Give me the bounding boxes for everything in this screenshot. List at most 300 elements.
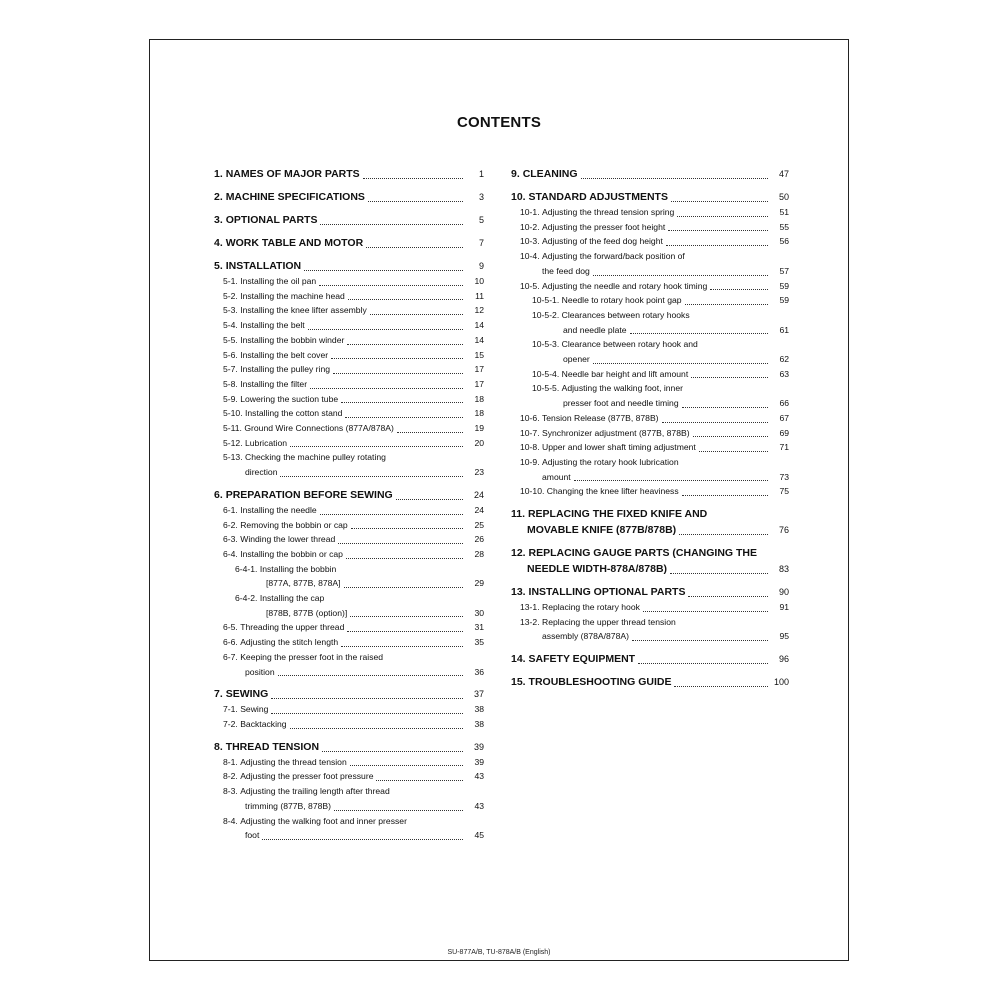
toc-subsection-entry (214, 814, 484, 843)
page-title: CONTENTS (456, 114, 542, 131)
toc-leader-dots (334, 810, 463, 811)
toc-page-number: 9 (478, 261, 484, 271)
toc-leader-dots (322, 751, 463, 752)
toc-subsection-entry (214, 377, 484, 392)
toc-entry-number: 7. (214, 688, 223, 701)
toc-section (511, 545, 789, 577)
toc-section (511, 189, 789, 499)
toc-entry-label: Adjusting of the feed dog height (541, 236, 663, 247)
toc-entry-continuation (223, 799, 484, 814)
toc-entry-line (511, 166, 789, 182)
toc-entry-line (223, 436, 484, 451)
toc-page-number: 19 (474, 423, 484, 434)
toc-leader-dots (376, 780, 463, 781)
toc-entry-line (511, 506, 789, 522)
toc-page-number: 7 (478, 238, 484, 248)
toc-entry-number: 15. (511, 676, 526, 689)
toc-entry-continuation (223, 665, 484, 680)
toc-page-number: 35 (474, 637, 484, 648)
toc-entry-number: 8. (214, 740, 223, 753)
toc-page-number: 43 (474, 800, 484, 811)
toc-leader-dots (350, 616, 463, 617)
toc-subsection-entry (511, 249, 789, 278)
toc-leader-dots (685, 304, 768, 305)
toc-entry-number: 5-11. (223, 423, 242, 434)
toc-entry-label: Needle bar height and lift amount (561, 368, 689, 379)
toc-entry-line (214, 189, 484, 205)
toc-page-number: 37 (473, 689, 484, 700)
toc-leader-dots (368, 201, 463, 202)
toc-entry-line (214, 166, 484, 182)
toc-entry-label: PREPARATION BEFORE SEWING (225, 488, 393, 501)
toc-entry-line (223, 814, 484, 829)
toc-entry-number: 6-4-2. (235, 593, 258, 604)
toc-leader-dots (662, 422, 768, 423)
toc-subsection-entry (214, 562, 484, 591)
toc-page-number: 17 (474, 364, 484, 375)
toc-section-entry (214, 739, 484, 755)
document-page (149, 39, 849, 961)
toc-leader-dots (396, 499, 463, 500)
toc-entry-line (520, 615, 789, 630)
toc-entry-number: 10-5. (520, 280, 540, 291)
toc-section-entry (214, 189, 484, 205)
toc-leader-dots (682, 407, 768, 408)
toc-entry-line (223, 377, 484, 392)
toc-entry-number: 10-7. (520, 427, 540, 438)
toc-entry-label: Changing the knee lifter heaviness (546, 486, 679, 497)
toc-subsection-entry (214, 547, 484, 562)
toc-page-number: 100 (773, 677, 789, 688)
toc-subsection-entry (214, 702, 484, 717)
toc-leader-dots (363, 178, 463, 179)
toc-page-number: 51 (779, 207, 789, 217)
toc-section-entry (511, 189, 789, 205)
toc-entry-label-continued: trimming (877B, 878B) (245, 800, 331, 811)
toc-entry-line (214, 686, 484, 702)
toc-page-number: 57 (779, 265, 789, 276)
toc-entry-label: Adjusting the walking foot, inner (561, 383, 683, 394)
toc-subsection-entry (511, 308, 789, 337)
toc-page-number: 67 (779, 412, 789, 423)
toc-entry-label: Checking the machine pulley rotating (244, 452, 386, 463)
toc-section-entry (511, 506, 789, 538)
toc-entry-number: 7-2. (223, 718, 238, 729)
toc-entry-continuation (235, 576, 484, 591)
toc-entry-label: Installing the pulley ring (240, 364, 331, 375)
toc-entry-label-continued: presser foot and needle timing (563, 398, 679, 409)
toc-page-number: 47 (778, 169, 789, 179)
toc-entry-line (223, 702, 484, 717)
toc-entry-line (520, 440, 789, 455)
toc-page-number: 76 (778, 525, 789, 536)
toc-entry-label: Ground Wire Connections (877A/878A) (244, 423, 394, 434)
toc-section (214, 739, 484, 843)
toc-entry-line (223, 717, 484, 732)
toc-entry-number: 14. (511, 653, 526, 666)
toc-entry-number: 8-4. (223, 815, 238, 826)
toc-entry-label: Tension Release (877B, 878B) (541, 412, 659, 423)
toc-page-number: 61 (779, 324, 789, 335)
toc-page-number: 10 (474, 276, 484, 286)
toc-leader-dots (351, 528, 463, 529)
toc-leader-dots (710, 289, 768, 290)
toc-entry-label-continued: and needle plate (563, 324, 627, 335)
toc-leader-dots (344, 587, 463, 588)
toc-leader-dots (262, 839, 463, 840)
toc-entry-label: Installing the bobbin (259, 563, 337, 574)
toc-subsection-entry (214, 362, 484, 377)
toc-leader-dots (593, 363, 768, 364)
toc-page-number: 15 (474, 349, 484, 360)
toc-leader-dots (310, 388, 463, 389)
toc-entry-label: Installing the cotton stand (244, 408, 343, 419)
toc-entry-number: 5-1. (223, 276, 238, 286)
toc-subsection-entry (214, 518, 484, 533)
toc-subsection-entry (511, 337, 789, 366)
toc-section-entry (214, 212, 484, 228)
toc-page-number: 55 (779, 221, 789, 232)
toc-entry-label: INSTALLING OPTIONAL PARTS (528, 586, 686, 599)
toc-entry-label: Replacing the upper thread tension (541, 616, 676, 627)
toc-leader-dots (682, 495, 768, 496)
toc-section (511, 166, 789, 182)
toc-leader-dots (346, 558, 463, 559)
toc-entry-number: 5-6. (223, 349, 238, 360)
toc-section (511, 584, 789, 644)
toc-entry-number: 12. (511, 547, 526, 560)
toc-entry-line (223, 274, 484, 289)
toc-leader-dots (632, 640, 768, 641)
toc-leader-dots (345, 417, 463, 418)
toc-subsection-entry (214, 784, 484, 813)
toc-entry-line (520, 484, 789, 499)
toc-leader-dots (350, 765, 463, 766)
toc-entry-label: Threading the upper thread (240, 622, 345, 633)
toc-leader-dots (319, 285, 463, 286)
toc-entry-line (223, 547, 484, 562)
toc-entry-number: 13. (511, 586, 526, 599)
toc-page-number: 31 (474, 622, 484, 633)
toc-entry-continuation (532, 323, 789, 338)
toc-page-number: 29 (474, 578, 484, 589)
toc-entry-number: 5. (214, 260, 223, 272)
toc-entry-line (223, 362, 484, 377)
toc-entry-line (235, 562, 484, 577)
toc-entry-line (511, 651, 789, 667)
toc-entry-label: Lowering the suction tube (240, 393, 339, 404)
toc-right-column (511, 166, 789, 697)
toc-subsection-entry (214, 421, 484, 436)
toc-leader-dots (348, 299, 463, 300)
toc-entry-label: Installing the oil pan (240, 276, 317, 286)
toc-section-entry (511, 651, 789, 667)
toc-entry-label: NAMES OF MAJOR PARTS (225, 168, 360, 180)
toc-section-entry (214, 487, 484, 503)
toc-entry-label: Backtacking (240, 718, 287, 729)
toc-entry-line (223, 620, 484, 635)
toc-entry-label: SAFETY EQUIPMENT (528, 653, 636, 666)
toc-entry-continuation (223, 465, 484, 480)
toc-leader-dots (671, 201, 768, 202)
toc-entry-label: Installing the cap (259, 593, 325, 604)
toc-entry-number: 5-10. (223, 408, 243, 419)
toc-entry-label: THREAD TENSION (225, 740, 320, 753)
toc-entry-label: Installing the belt cover (240, 349, 329, 360)
toc-section-entry (214, 258, 484, 274)
toc-leader-dots (290, 446, 463, 447)
toc-entry-label: Sewing (240, 704, 269, 715)
toc-entry-number: 5-5. (223, 334, 238, 345)
toc-entry-label: Installing the filter (240, 378, 308, 389)
toc-entry-line (532, 308, 789, 323)
toc-entry-label-continued: foot (245, 830, 260, 841)
toc-entry-number: 6. (214, 488, 223, 501)
toc-entry-label-continued: direction (245, 467, 278, 478)
toc-entry-label: Adjusting the thread tension spring (541, 207, 675, 217)
toc-section (511, 674, 789, 690)
toc-entry-label-continued: NEEDLE WIDTH-878A/878B) (527, 563, 668, 576)
toc-entry-line (223, 406, 484, 421)
toc-entry-label: Clearances between rotary hooks (561, 309, 690, 320)
toc-entry-number: 10-10. (520, 486, 545, 497)
toc-entry-number: 5-13. (223, 452, 243, 463)
toc-entry-continuation (511, 522, 789, 538)
toc-entry-label: Upper and lower shaft timing adjustment (541, 442, 696, 453)
toc-entry-continuation (511, 561, 789, 577)
toc-entry-label: Installing the bobbin or cap (240, 548, 343, 559)
toc-entry-line (223, 784, 484, 799)
toc-entry-line (223, 518, 484, 533)
toc-entry-number: 10-8. (520, 442, 540, 453)
toc-entry-label: SEWING (225, 688, 269, 701)
toc-section (511, 651, 789, 667)
toc-entry-label: Adjusting the forward/back position of (541, 251, 685, 262)
toc-page-number: 96 (778, 654, 789, 665)
toc-entry-label: Installing the machine head (240, 290, 345, 301)
toc-subsection-entry (214, 450, 484, 479)
toc-entry-line (520, 411, 789, 426)
toc-entry-label-continued: assembly (878A/878A) (542, 631, 629, 642)
toc-page-number: 11 (475, 290, 484, 301)
toc-page-number: 45 (474, 830, 484, 841)
toc-leader-dots (688, 596, 768, 597)
toc-page-number: 24 (474, 504, 484, 515)
page-footer: SU-877A/B, TU-878A/B (English) (447, 949, 551, 956)
toc-subsection-entry (511, 220, 789, 235)
toc-entry-number: 5-4. (223, 320, 238, 331)
toc-entry-number: 10-6. (520, 412, 540, 423)
toc-entry-label: Adjusting the thread tension (240, 756, 347, 767)
toc-page-number: 95 (779, 631, 789, 642)
toc-entry-number: 10-9. (520, 456, 540, 467)
toc-page-number: 39 (473, 741, 484, 752)
toc-entry-label: Adjusting the trailing length after thread (240, 786, 390, 797)
toc-subsection-entry (214, 755, 484, 770)
toc-entry-line (223, 333, 484, 348)
toc-entry-label: Adjusting the presser foot height (541, 221, 666, 232)
toc-subsection-entry (511, 205, 789, 220)
toc-entry-label: Adjusting the presser foot pressure (240, 771, 374, 782)
toc-page-number: 3 (478, 192, 484, 202)
toc-section-entry (214, 166, 484, 182)
toc-entry-continuation (223, 828, 484, 843)
toc-entry-number: 11. (511, 508, 526, 521)
toc-entry-line (223, 421, 484, 436)
toc-subsection-entry (214, 392, 484, 407)
toc-entry-line (511, 584, 789, 600)
toc-entry-line (223, 532, 484, 547)
toc-entry-line (214, 212, 484, 228)
toc-leader-dots (308, 329, 463, 330)
toc-subsection-entry (214, 333, 484, 348)
toc-entry-number: 13-2. (520, 616, 540, 627)
toc-leader-dots (670, 573, 768, 574)
toc-page-number: 5 (478, 215, 484, 225)
toc-entry-number: 10-1. (520, 207, 540, 217)
toc-entry-number: 6-4. (223, 548, 238, 559)
toc-entry-line (223, 348, 484, 363)
toc-entry-label: Installing the bobbin winder (240, 334, 345, 345)
toc-entry-number: 5-3. (223, 305, 238, 316)
toc-page-number: 62 (779, 354, 789, 365)
toc-entry-line (223, 650, 484, 665)
toc-subsection-entry (214, 591, 484, 620)
toc-page-number: 43 (474, 771, 484, 782)
toc-subsection-entry (511, 615, 789, 644)
toc-entry-number: 10-5-1. (532, 295, 560, 306)
toc-entry-label: REPLACING GAUGE PARTS (CHANGING THE (528, 547, 758, 560)
toc-subsection-entry (214, 274, 484, 289)
toc-section (214, 189, 484, 205)
toc-entry-label: Adjusting the stitch length (240, 637, 339, 648)
toc-leader-dots (320, 224, 463, 225)
toc-leader-dots (304, 270, 463, 271)
toc-entry-number: 9. (511, 168, 520, 180)
toc-entry-number: 5-9. (223, 393, 238, 404)
toc-entry-number: 5-12. (223, 437, 243, 448)
toc-leader-dots (341, 646, 463, 647)
toc-entry-continuation (532, 396, 789, 411)
toc-subsection-entry (214, 635, 484, 650)
toc-page-number: 38 (474, 704, 484, 715)
toc-page-number: 14 (474, 320, 484, 331)
toc-entry-label: Replacing the rotary hook (541, 602, 640, 613)
toc-entry-number: 6-1. (223, 504, 238, 515)
toc-section (214, 235, 484, 251)
toc-left-column (214, 166, 484, 850)
toc-entry-line (214, 235, 484, 251)
toc-entry-line (520, 279, 789, 294)
toc-page-number: 17 (474, 378, 484, 389)
toc-page-number: 59 (779, 280, 789, 291)
toc-page-number: 14 (474, 334, 484, 345)
toc-page-number: 69 (779, 427, 789, 438)
toc-section (511, 506, 789, 538)
toc-entry-label: CLEANING (522, 168, 578, 180)
toc-subsection-entry (214, 289, 484, 304)
toc-entry-line (223, 289, 484, 304)
toc-entry-line (520, 220, 789, 235)
toc-entry-continuation (532, 352, 789, 367)
toc-entry-label: STANDARD ADJUSTMENTS (528, 191, 668, 203)
toc-entry-line (223, 503, 484, 518)
toc-entry-label-continued: [877A, 877B, 878A] (266, 578, 341, 589)
toc-entry-number: 3. (214, 214, 223, 226)
toc-page-number: 39 (474, 756, 484, 767)
toc-subsection-entry (511, 381, 789, 410)
toc-entry-label-continued: MOVABLE KNIFE (877B/878B) (527, 524, 677, 537)
toc-entry-line (223, 769, 484, 784)
toc-section-entry (511, 166, 789, 182)
toc-page-number: 63 (779, 368, 789, 379)
toc-entry-continuation (520, 629, 789, 644)
toc-leader-dots (666, 245, 768, 246)
toc-entry-number: 6-2. (223, 519, 238, 530)
toc-entry-line (214, 487, 484, 503)
toc-entry-number: 7-1. (223, 704, 238, 715)
toc-leader-dots (699, 451, 768, 452)
toc-entry-number: 8-3. (223, 786, 238, 797)
toc-entry-line (235, 591, 484, 606)
toc-page-number: 24 (473, 489, 484, 500)
toc-entry-line (511, 674, 789, 690)
toc-entry-number: 6-7. (223, 651, 238, 662)
toc-entry-number: 10-4. (520, 251, 540, 262)
toc-page-number: 28 (474, 548, 484, 559)
toc-entry-number: 6-3. (223, 534, 238, 545)
toc-page-number: 18 (474, 393, 484, 404)
toc-section-entry (511, 584, 789, 600)
toc-entry-continuation (520, 264, 789, 279)
toc-entry-line (511, 545, 789, 561)
toc-entry-number: 10-5-2. (532, 309, 560, 320)
toc-subsection-entry (511, 440, 789, 455)
toc-entry-number: 6-5. (223, 622, 238, 633)
toc-leader-dots (370, 314, 463, 315)
toc-entry-label: TROUBLESHOOTING GUIDE (528, 676, 672, 689)
toc-page-number: 83 (778, 564, 789, 575)
toc-subsection-entry (511, 484, 789, 499)
toc-page-number: 36 (474, 666, 484, 677)
toc-entry-label: REPLACING THE FIXED KNIFE AND (527, 508, 708, 521)
toc-page-number: 66 (779, 398, 789, 409)
toc-entry-line (223, 450, 484, 465)
toc-page-number: 56 (779, 236, 789, 247)
toc-page-number: 12 (474, 305, 484, 316)
toc-entry-label: OPTIONAL PARTS (225, 214, 318, 226)
toc-entry-label-continued: amount (542, 471, 571, 482)
toc-entry-line (214, 258, 484, 274)
toc-entry-number: 13-1. (520, 602, 540, 613)
toc-leader-dots (574, 480, 768, 481)
toc-entry-number: 2. (214, 191, 223, 203)
toc-entry-continuation (235, 606, 484, 621)
toc-entry-line (520, 600, 789, 615)
toc-page-number: 18 (474, 408, 484, 419)
toc-leader-dots (271, 698, 463, 699)
toc-entry-label: Installing the needle (240, 504, 317, 515)
toc-subsection-entry (214, 436, 484, 451)
toc-entry-number: 1. (214, 168, 223, 180)
toc-subsection-entry (511, 600, 789, 615)
toc-page-number: 50 (778, 192, 789, 202)
toc-subsection-entry (511, 411, 789, 426)
toc-page-number: 75 (779, 486, 789, 497)
toc-section-entry (511, 674, 789, 690)
toc-leader-dots (643, 611, 768, 612)
toc-leader-dots (397, 432, 463, 433)
